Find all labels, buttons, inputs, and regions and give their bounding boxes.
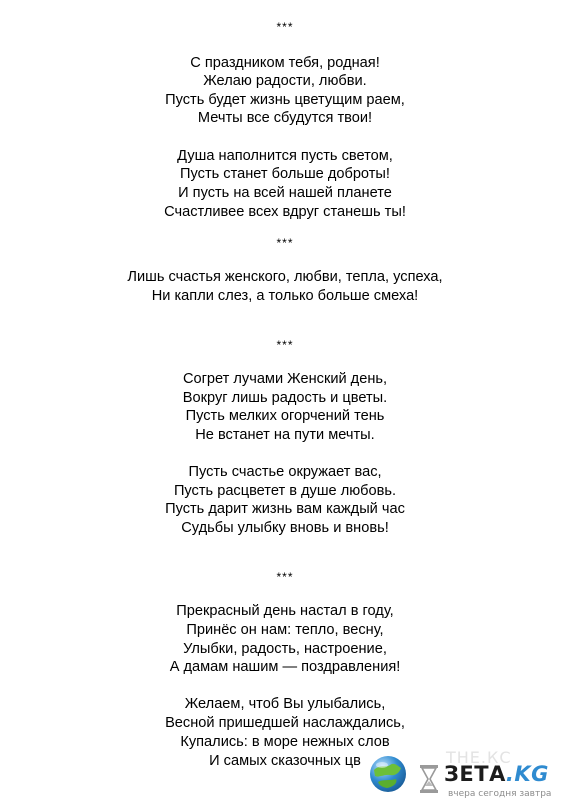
watermark-brand-tld: .KG: [505, 762, 549, 786]
poem-line: Ни капли слез, а только больше смеха!: [151, 288, 419, 304]
poem-line: Весной пришедшей наслаждались,: [165, 715, 405, 731]
hourglass-icon: [418, 764, 440, 794]
watermark-faint-text: ТНЕ.КС: [446, 748, 512, 767]
poem-line: И пусть на всей нашей планете: [178, 185, 392, 201]
poem-line: Улыбки, радость, настроение,: [183, 641, 387, 657]
poem-line: С праздником тебя, родная!: [190, 55, 380, 71]
poem-line: Желаю радости, любви.: [203, 73, 367, 89]
zeta-kg-watermark: [360, 748, 570, 806]
poem-line: Мечты все сбудутся твои!: [197, 110, 373, 126]
poem-line: Душа наполнится пусть светом,: [177, 148, 393, 164]
watermark-slogan: вчера сегодня завтра: [448, 789, 552, 799]
stanza-separator: ***: [276, 236, 294, 250]
poem-line: Пусть мелких огорчений тень: [185, 408, 385, 424]
stanza-separator: ***: [276, 20, 294, 34]
poem-line: Согрет лучами Женский день,: [182, 371, 388, 387]
globe-logo-icon: [368, 754, 408, 794]
poem-line: Желаем, чтоб Вы улыбались,: [184, 696, 386, 712]
poem-line: Купались: в море нежных слов: [180, 734, 390, 750]
poem-line: Пусть станет больше доброты!: [180, 166, 390, 182]
stanza-separator: ***: [276, 338, 294, 352]
poem-line: Пусть будет жизнь цветущим раем,: [165, 92, 405, 108]
poem-line: Принёс он нам: тепло, весну,: [186, 622, 384, 638]
poem-line: Пусть расцветет в душе любовь.: [173, 483, 397, 499]
poem-line: Счастливее всех вдруг станешь ты!: [164, 204, 406, 220]
poem-line: А дамам нашим — поздравления!: [169, 659, 401, 675]
poem-line: Прекрасный день настал в году,: [176, 603, 394, 619]
watermark-brand-name: ЗЕТА: [444, 762, 506, 786]
poem-line: Вокруг лишь радость и цветы.: [182, 390, 388, 406]
poem-line: Пусть дарит жизнь вам каждый час: [165, 501, 405, 517]
poem-line: Пусть счастье окружает вас,: [188, 464, 382, 480]
stanza-separator: ***: [276, 570, 294, 584]
poem-line: Не встанет на пути мечты.: [195, 427, 375, 443]
poem-line: Судьбы улыбку вновь и вновь!: [181, 520, 389, 536]
poem-line: Лишь счастья женского, любви, тепла, успеха,: [127, 269, 443, 285]
poem-line: И самых сказочных цв: [209, 753, 361, 769]
watermark-brand: [444, 762, 549, 786]
